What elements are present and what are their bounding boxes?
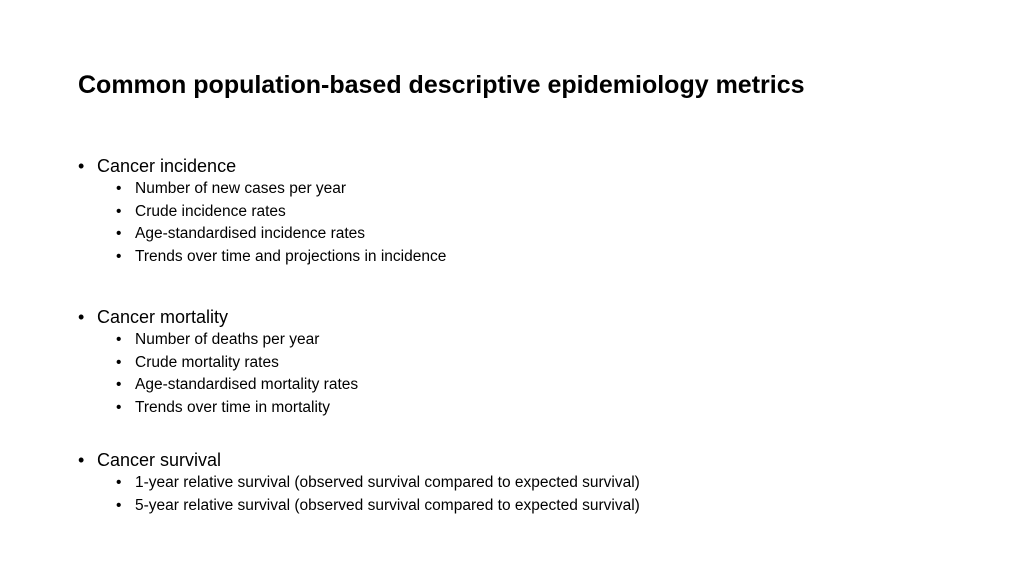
sub-bullet-item [78, 223, 446, 246]
sub-bullet-item [78, 329, 358, 352]
sub-bullet-text: Crude incidence rates [135, 202, 286, 220]
section-mortality [78, 305, 358, 420]
sub-bullet-text: Trends over time in mortality [135, 399, 330, 417]
sub-bullet-item [78, 352, 358, 375]
bullet-heading: Cancer incidence [97, 156, 237, 176]
bullet-icon: • [78, 156, 85, 176]
sub-list-incidence [78, 178, 446, 269]
sub-bullet-text: Age-standardised incidence rates [135, 225, 366, 243]
sub-bullet-text: Number of new cases per year [135, 180, 347, 197]
sub-bullet-text: Trends over time and projections in incidence [135, 248, 447, 266]
bullet-icon: • [116, 496, 122, 514]
sub-bullet-item [78, 495, 640, 518]
bullet-icon: • [116, 474, 122, 491]
bullet-item-incidence [78, 154, 446, 178]
sub-bullet-item [78, 374, 358, 397]
sub-bullet-text: Crude mortality rates [135, 353, 279, 371]
bullet-icon: • [78, 307, 85, 327]
bullet-icon: • [116, 399, 122, 417]
bullet-heading: Cancer survival [97, 450, 222, 470]
bullet-icon: • [116, 331, 122, 348]
section-incidence [78, 154, 446, 269]
sub-list-wrapper [78, 472, 640, 517]
sub-bullet-item [78, 246, 446, 269]
sub-bullet-text: Age-standardised mortality rates [135, 376, 359, 394]
bullet-item-survival [78, 448, 640, 472]
slide-title: Common population-based descriptive epidemiology metrics [78, 71, 805, 99]
bullet-item-mortality [78, 305, 358, 329]
bullet-icon: • [116, 202, 122, 220]
sub-bullet-text: Number of deaths per year [135, 331, 320, 348]
sub-bullet-item [78, 472, 640, 495]
sub-list-wrapper [78, 178, 446, 269]
sub-list-mortality [78, 329, 358, 420]
sub-bullet-text: 1-year relative survival (observed survival compared to expected survival) [135, 474, 640, 491]
bullet-icon: • [116, 180, 122, 197]
bullet-icon: • [116, 353, 122, 371]
sub-bullet-text: 5-year relative survival (observed survival compared to expected survival) [135, 496, 640, 514]
bullet-icon: • [116, 248, 122, 266]
sub-bullet-item [78, 397, 358, 420]
section-survival [78, 448, 640, 517]
bullet-icon: • [116, 376, 122, 394]
bullet-icon: • [116, 225, 122, 243]
sub-bullet-item [78, 178, 446, 201]
bullet-heading: Cancer mortality [97, 307, 229, 327]
bullet-icon: • [78, 450, 85, 470]
sub-bullet-item [78, 201, 446, 224]
sub-list-wrapper [78, 329, 358, 420]
sub-list-survival [78, 472, 640, 517]
